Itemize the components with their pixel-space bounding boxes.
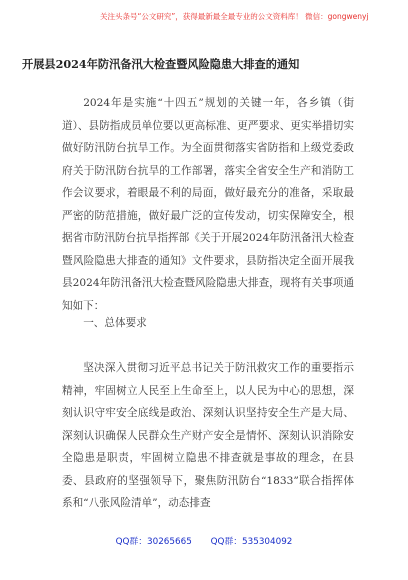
section-heading: 一、总体要求 xyxy=(83,317,147,329)
paragraph-text: 2024年是实施“十四五”规划的关键一年，各乡镇（街道）、县防指成员单位要以更高标准、更严要求、更实举措切实做好防汛防台抗旱工作。为全面贯彻落实省防指和上级党委政府关于防汛防台抗旱的工作部署，落实全省安全生产和消防工作会议要求，着眼最不利的局面，做好最充分的准备，采取最严密的防范措施，做好最广泛的宣传发动，切实保障安全，根据省市防汛防台抗旱指挥部《关于开展2024年防汛备汛大检查暨风险隐患大排查的通知》文件要求，县防指决定全面开展我县2024年防汛备汛大检查暨风险隐患大排查，现将有关事项通知如下： xyxy=(62,97,354,312)
page-title: 开展县2024年防汛备汛大检查暨风险隐患大排查的通知 xyxy=(22,57,300,71)
banner-line: 关注头条号“公文研究”，获得最新最全最专业的公文资料库！ 微信：gongwenyj xyxy=(100,12,369,21)
body-paragraph-1 xyxy=(62,92,354,317)
footer-qq-group-2: QQ群：535304092 xyxy=(210,537,293,547)
footer xyxy=(0,534,408,547)
top-banner xyxy=(100,11,380,33)
body-paragraph-2 xyxy=(62,357,354,515)
paragraph-text: 坚决深入贯彻习近平总书记关于防汛救灾工作的重要指示精神，牢固树立人民至上生命至上，以人民为中心的思想，深刻认识守牢安全底线是政治、深刻认识坚持安全生产是大局、深刻认识确保人民群众生产财产安全是情怀、深刻认识消除安全隐患是职责，牢固树立隐患不排查就是事故的理念，在县委、县政府的坚强领导下，聚焦防汛防台“1833”联合指挥体系和“八张风险清单”，动态排查 xyxy=(62,362,354,509)
footer-qq-group-1: QQ群：30265665 xyxy=(115,537,192,547)
